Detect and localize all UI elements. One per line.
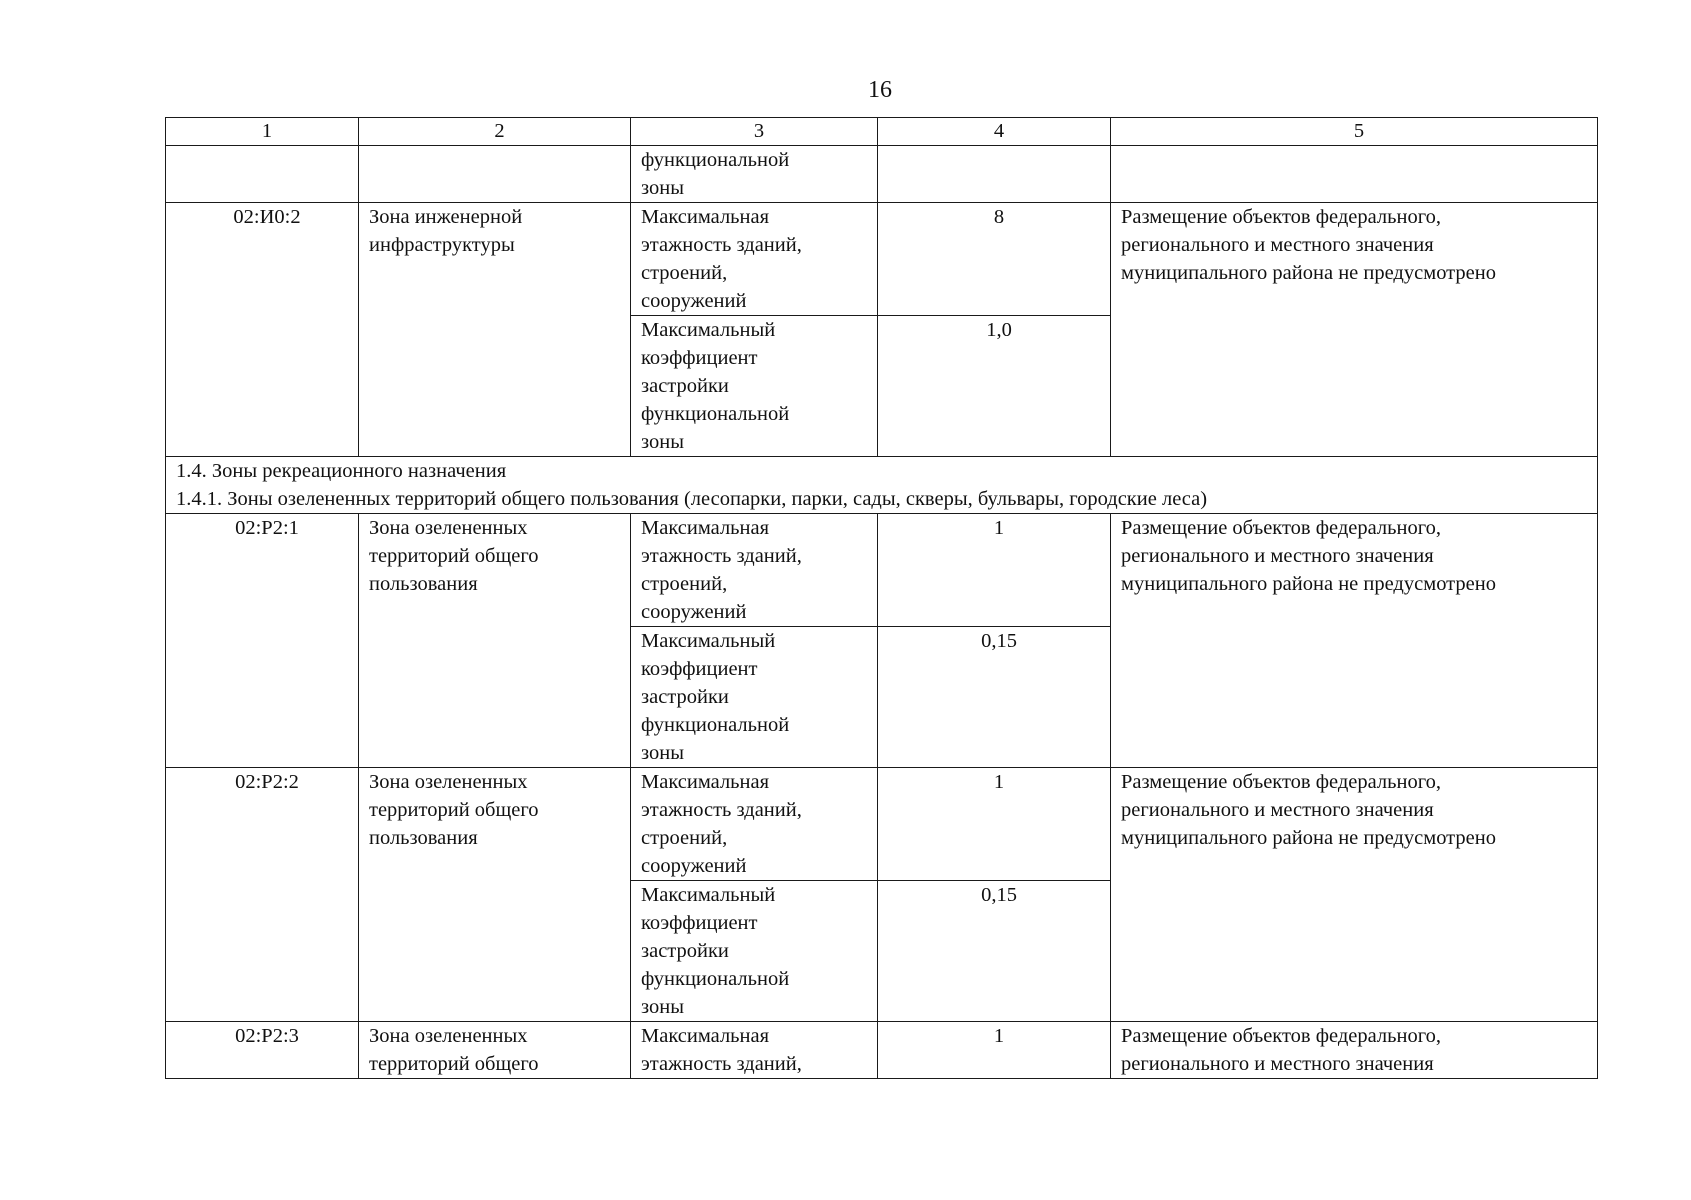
param-line: коэффициент: [641, 347, 758, 369]
param-cell: [631, 514, 878, 627]
param-line: этажность зданий,: [641, 1053, 802, 1075]
value-cell: 1,0: [878, 316, 1111, 457]
note-line: Размещение объектов федерального,: [1121, 517, 1441, 539]
value-cell: 8: [878, 203, 1111, 316]
param-line: Максимальная: [641, 771, 770, 793]
table-header-row: [166, 118, 1598, 146]
column-header: 2: [359, 118, 631, 146]
page-number: 16: [868, 77, 892, 103]
param-line: сооружений: [641, 290, 747, 312]
column-header: 5: [1111, 118, 1598, 146]
note-line: Размещение объектов федерального,: [1121, 771, 1441, 793]
param-line: функциональной: [641, 149, 790, 171]
param-line: Максимальный: [641, 630, 776, 652]
table-row: [166, 203, 1598, 316]
param-line: застройки: [641, 686, 729, 708]
table-row: [166, 146, 1598, 203]
note-cell: [1111, 1022, 1598, 1079]
zone-code: 02:Р2:1: [166, 514, 359, 768]
zone-name-line: территорий общего: [369, 1053, 539, 1075]
param-cell: [631, 881, 878, 1022]
section-cell: [166, 457, 1598, 514]
value-cell: 0,15: [878, 627, 1111, 768]
note-line: Размещение объектов федерального,: [1121, 1025, 1441, 1047]
param-line: функциональной: [641, 714, 790, 736]
zone-name-cell: [359, 203, 631, 457]
zone-name-cell: [359, 146, 631, 203]
note-cell: [1111, 146, 1598, 203]
table-row: [166, 514, 1598, 627]
param-cell: [631, 146, 878, 203]
param-line: зоны: [641, 177, 684, 199]
param-cell: [631, 627, 878, 768]
param-line: сооружений: [641, 855, 747, 877]
zone-name-line: инфраструктуры: [369, 234, 515, 256]
zone-name-line: Зона озелененных: [369, 771, 528, 793]
param-line: Максимальная: [641, 206, 770, 228]
param-line: Максимальный: [641, 319, 776, 341]
param-line: зоны: [641, 431, 684, 453]
note-cell: [1111, 768, 1598, 1022]
param-line: этажность зданий,: [641, 234, 802, 256]
zone-name-line: территорий общего: [369, 545, 539, 567]
note-cell: [1111, 514, 1598, 768]
param-line: зоны: [641, 742, 684, 764]
param-line: функциональной: [641, 403, 790, 425]
zone-name-line: Зона озелененных: [369, 517, 528, 539]
value-cell: 1: [878, 1022, 1111, 1079]
section-row: [166, 457, 1598, 514]
zone-name-line: пользования: [369, 827, 478, 849]
param-line: коэффициент: [641, 658, 758, 680]
param-line: этажность зданий,: [641, 545, 802, 567]
note-line: муниципального района не предусмотрено: [1121, 262, 1496, 284]
zone-name-cell: [359, 514, 631, 768]
column-header: 3: [631, 118, 878, 146]
param-line: коэффициент: [641, 912, 758, 934]
param-line: застройки: [641, 375, 729, 397]
zone-name-line: пользования: [369, 573, 478, 595]
param-line: зоны: [641, 996, 684, 1018]
zone-name-cell: [359, 1022, 631, 1079]
value-cell: [878, 146, 1111, 203]
note-line: Размещение объектов федерального,: [1121, 206, 1441, 228]
param-cell: [631, 768, 878, 881]
zone-name-line: территорий общего: [369, 799, 539, 821]
note-line: регионального и местного значения: [1121, 799, 1434, 821]
zone-name-line: Зона инженерной: [369, 206, 523, 228]
note-cell: [1111, 203, 1598, 457]
value-cell: 0,15: [878, 881, 1111, 1022]
section-subtitle: 1.4.1. Зоны озелененных территорий общего пользования (лесопарки, парки, сады, скверы, бульвары, городские леса): [176, 488, 1208, 510]
value-cell: 1: [878, 514, 1111, 627]
param-cell: [631, 1022, 878, 1079]
zone-code: 02:И0:2: [166, 203, 359, 457]
zone-code: 02:Р2:2: [166, 768, 359, 1022]
zone-code: 02:Р2:3: [166, 1022, 359, 1079]
note-line: муниципального района не предусмотрено: [1121, 827, 1496, 849]
note-line: регионального и местного значения: [1121, 545, 1434, 567]
param-line: строений,: [641, 827, 728, 849]
param-cell: [631, 203, 878, 316]
note-line: регионального и местного значения: [1121, 234, 1434, 256]
param-line: функциональной: [641, 968, 790, 990]
param-line: Максимальная: [641, 1025, 770, 1047]
table-row: [166, 1022, 1598, 1079]
section-title: 1.4. Зоны рекреационного назначения: [176, 460, 507, 482]
param-line: Максимальная: [641, 517, 770, 539]
code-cell: [166, 146, 359, 203]
zone-name-line: Зона озелененных: [369, 1025, 528, 1047]
param-line: Максимальный: [641, 884, 776, 906]
param-line: этажность зданий,: [641, 799, 802, 821]
value-cell: 1: [878, 768, 1111, 881]
param-cell: [631, 316, 878, 457]
note-line: муниципального района не предусмотрено: [1121, 573, 1496, 595]
zone-name-cell: [359, 768, 631, 1022]
param-line: сооружений: [641, 601, 747, 623]
column-header: 1: [166, 118, 359, 146]
param-line: строений,: [641, 573, 728, 595]
note-line: регионального и местного значения: [1121, 1053, 1434, 1075]
table-row: [166, 768, 1598, 881]
param-line: застройки: [641, 940, 729, 962]
param-line: строений,: [641, 262, 728, 284]
column-header: 4: [878, 118, 1111, 146]
zones-table: [165, 117, 1598, 1079]
